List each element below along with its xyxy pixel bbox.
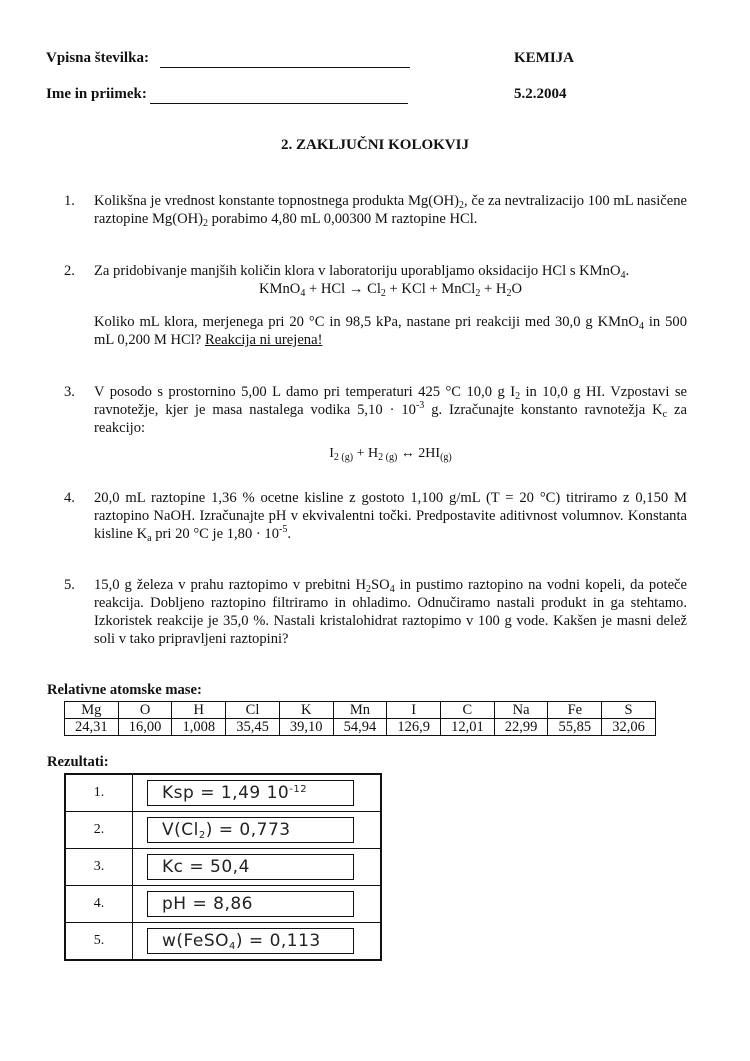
element-symbol: S [602,702,656,719]
answer-box: $V(Cl_2) = 0,773$ [147,817,354,843]
result-number: 4. [65,886,133,923]
element-symbol: Na [494,702,548,719]
value-row [65,719,656,736]
question-number: 5. [64,577,75,593]
atomic-mass-value: 54,94 [333,719,387,736]
results-label: Rezultati: [47,754,109,770]
element-symbol: C [441,702,495,719]
result-number: 5. [65,923,133,961]
name-label: Ime in priimek: [46,86,147,102]
result-number: 2. [65,812,133,849]
question-text: V posodo s prostornino 5,00 L damo pri temperaturi 425 °C 10,0 g $I_2$ in 10,0 g HI. Vzpostavi se ravnotežje, kjer je masa nastalega vodika $5,10 \cdot 10^{-3}$ g. Izračunajte konstanto ravnotežja $K_c$ za reakcijo: [94,384,687,436]
question-number: 4. [64,490,75,506]
element-symbol: Mg [65,702,119,719]
results-table [64,773,382,961]
answer-box: w(FeSO$_4$) = 0,113 [147,928,354,954]
date: 5.2.2004 [514,86,567,102]
question-5 [64,576,687,648]
atomic-mass-value: 126,9 [387,719,441,736]
result-number: 3. [65,849,133,886]
element-symbol: O [118,702,172,719]
equilibrium-equation: $I_{2 (g)} + H_{2 (g)}$ ↔ $2HI_{(g)}$ [329,446,452,463]
question-text: 20,0 mL raztopine 1,36 % ocetne kisline z gostoto 1,100 g/mL (T = 20 °C) titriramo z 0,150 M raztopino NaOH. Izračunajte pH v ekvivalentni točki. Predpostavite aditivnost volumnov. Konstanta kisline $K_a$ pri 20 °C je $1,80 \cdot 10^{-5}$. [94,490,687,544]
subject: KEMIJA [514,50,574,66]
atomic-mass-value: 22,99 [494,719,548,736]
question-text: 15,0 g železa v prahu raztopimo v prebitni $H_2SO_4$ in pustimo raztopino na vodni kopeli, da poteče reakcija. Dobljeno raztopino filtriramo in ohladimo. Odnučiramo nastali produkt in ga stehtamo. Izkoristek reakcije je 35,0 %. Nastali kristalohidrat raztopimo v 100 g vode. Kakšen je masni delež soli v tako pripravljeni raztopini? [94,577,687,647]
result-row [65,774,381,812]
reaction-equation: KMnO$_4$ + HCl → $Cl_2$ + KCl + MnCl$_2$ + $H_2O$ [259,281,522,299]
element-symbol: H [172,702,226,719]
element-symbol: Mn [333,702,387,719]
atomic-mass-value: 16,00 [118,719,172,736]
atomic-mass-value: 24,31 [65,719,119,736]
question-3 [64,383,687,463]
answer-box: pH = 8,86 [147,891,354,917]
question-number: 3. [64,384,75,400]
result-row [65,849,381,886]
question-1 [64,192,687,228]
result-row [65,886,381,923]
element-symbol: K [279,702,333,719]
answer-box: Ksp = 1,49 $10^{-12}$ [147,780,354,806]
result-row [65,923,381,961]
question-text-2: Koliko mL klora, merjenega pri 20 °C in 98,5 kPa, nastane pri reakciji med 30,0 g KMnO$_4$ in 500 mL 0,200 M HCl? Reakcija ni urejena! [94,314,687,348]
atomic-masses-label: Relativne atomske mase: [47,682,202,698]
result-row [65,812,381,849]
reaction-note: Reakcija ni urejena! [204,332,323,348]
question-text: Za pridobivanje manjših količin klora v laboratoriju uporabljamo oksidacijo HCl s KMnO$_4$. [94,263,630,281]
enrollment-label: Vpisna številka: [46,50,149,66]
question-text: Kolikšna je vrednost konstante topnostnega produkta $Mg(OH)_2$, če za nevtralizacijo 100 mL nasičene raztopine $Mg(OH)_2$ porabimo 4,80 mL 0,00300 M raztopine HCl. [94,193,687,229]
atomic-masses-table [64,701,656,736]
atomic-mass-value: 12,01 [441,719,495,736]
question-2 [64,262,687,349]
atomic-mass-value: 39,10 [279,719,333,736]
atomic-mass-value: 55,85 [548,719,602,736]
element-symbol: Fe [548,702,602,719]
page-title: 2. ZAKLJUČNI KOLOKVIJ [281,137,469,153]
question-number: 1. [64,193,75,209]
element-symbol: I [387,702,441,719]
element-row [65,702,656,719]
question-number: 2. [64,263,75,279]
atomic-mass-value: 1,008 [172,719,226,736]
atomic-mass-value: 35,45 [226,719,280,736]
element-symbol: Cl [226,702,280,719]
answer-box: Kc = 50,4 [147,854,354,880]
name-line [150,89,408,104]
atomic-mass-value: 32,06 [602,719,656,736]
enrollment-line [160,53,410,68]
question-4 [64,489,687,543]
result-number: 1. [65,774,133,812]
